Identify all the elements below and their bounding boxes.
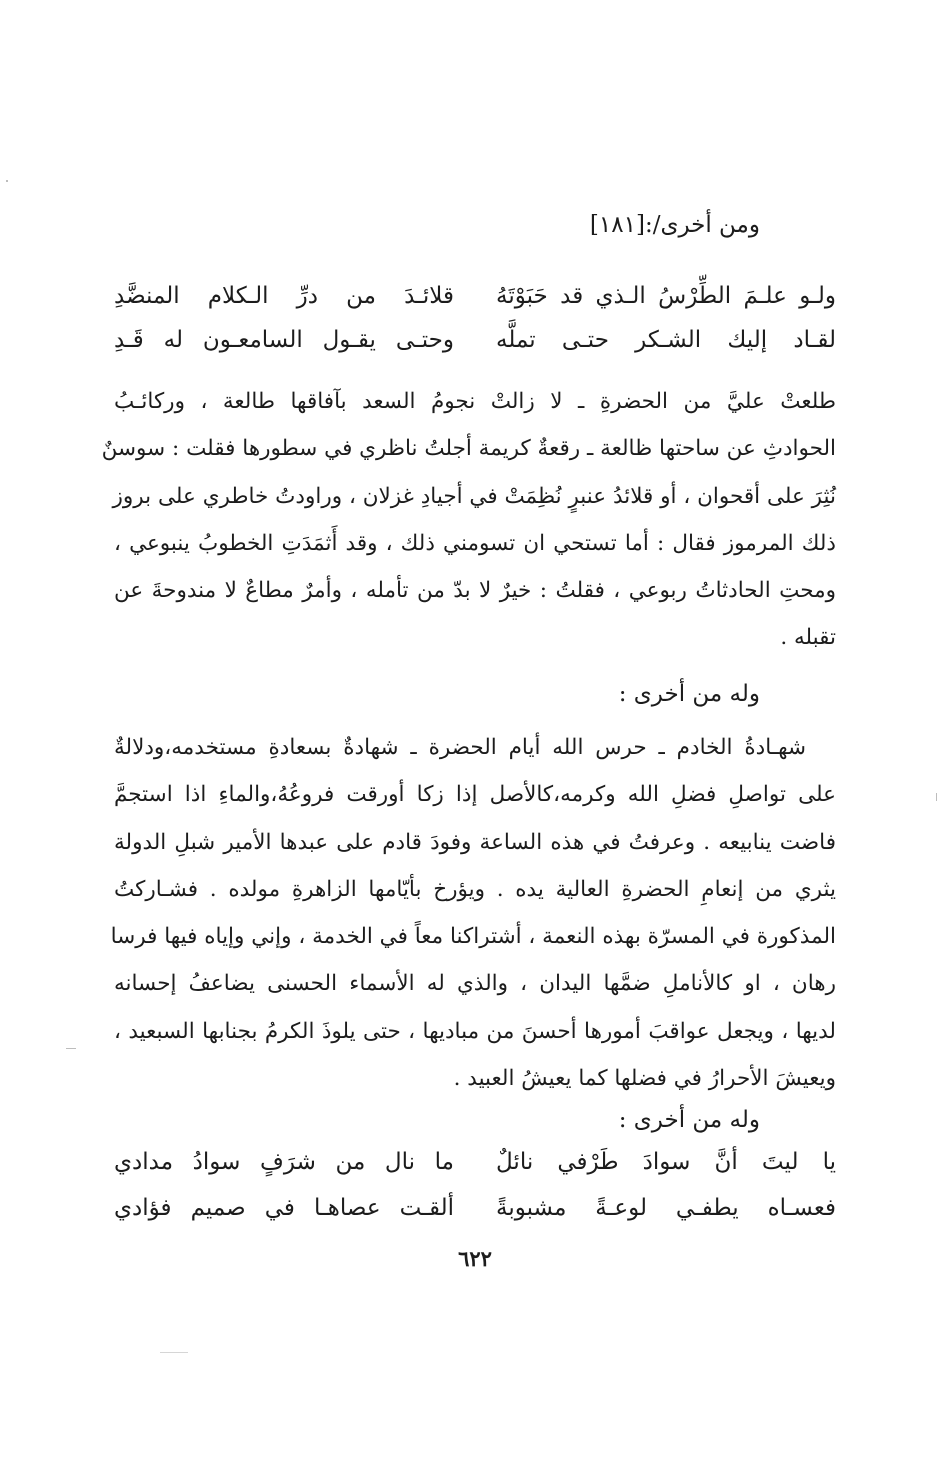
paragraph-line: نُثِرَ على أقحوان ، أو قلائدُ عنبرٍ نُظِمَتْ في أجيادِ غزلان ، وراودتُ خاطري على بروز	[112, 483, 836, 509]
verse-line-4	[114, 1188, 836, 1228]
verse-first-hemistich: يا ليتَ أنَّ سوادَ طَرْفي نائلٌ	[496, 1149, 836, 1175]
verse-second-hemistich: ما نال من شرَفٍ سوادُ مدادي	[114, 1149, 454, 1175]
paragraph-line: المذكورة في المسرّة بهذه النعمة ، أشتراكنا معاً في الخدمة ، وإني وإياه فيها فرسا	[110, 924, 836, 950]
paragraph-line: ويعيشَ الأحرارُ في فضلها كما يعيشُ العبيد .	[453, 1066, 836, 1092]
paragraph-line: يثري من إنعامِ الحضرةِ العالية يده . ويؤرخ بأيّامها الزاهرةِ مولده . فشـاركتُ	[114, 876, 836, 902]
paragraph-line: شهـادةُ الخادم ـ حرس الله أيام الحضرة ـ شهادةٌ بسعادةِ مستخدمه،ودلالةٌ	[114, 735, 806, 760]
verse-first-hemistich: فعسـاه يطفـي لوعـةً مشبوبةً	[496, 1195, 836, 1221]
paragraph-line: تقبله .	[780, 625, 836, 651]
scan-speck	[6, 180, 8, 182]
prose-paragraph-1	[101, 378, 836, 662]
paragraph-line: ذلك المرموز فقال : أما تستحي ان تسومني ذلك ، وقد أَثمَدَتِ الخطوبُ ينبوعي ،	[114, 530, 836, 556]
section-heading-2: وله من أخرى :	[618, 681, 760, 707]
scan-speck	[160, 1352, 188, 1353]
verse-line-1	[114, 276, 836, 316]
page-number: ٦٢٢	[458, 1246, 492, 1271]
paragraph-line: الحوادثِ عن ساحتها ظالعة ـ رقعةٌ كريمة أجلتُ ناظري في سطورها فقلت : سوسنٌ	[101, 436, 836, 462]
verse-second-hemistich: وحتـى يقـول السامعـون له قَـدِ	[114, 327, 454, 353]
paragraph-line: لديها ، ويجعل عواقبَ أمورها أحسنَ من مباديها ، حتى يلوذَ الكرمُ بجنابها السبعيد ،	[114, 1018, 836, 1044]
scan-speck	[936, 793, 937, 801]
verse-first-hemistich: لقـاد إليك الشـكر حتـى تملَّه	[496, 327, 836, 353]
paragraph-line: ومحتِ الحادثاتُ ربوعي ، فقلتُ : خيرٌ لا بدّ من تأمله ، وأمرٌ مطاعٌ لا مندوحةَ عن	[114, 578, 836, 604]
verse-first-hemistich: ولـو علـمَ الطِّرْسُ الـذي قد حَبَوْتَهُ	[496, 283, 836, 309]
section-heading-3: وله من أخرى :	[618, 1107, 760, 1133]
verse-line-3	[114, 1142, 836, 1182]
verse-line-2	[114, 320, 836, 360]
verse-second-hemistich: قلائـدَ من درِّ الـكلام المنضَّدِ	[114, 283, 454, 309]
section-heading-1: ومن أخرى/:[١٨١]	[589, 212, 760, 238]
paragraph-line: فاضت ينابيعه . وعرفتُ في هذه الساعة وفودَ قادم على عبدها الأمير شبلِ الدولة	[114, 829, 836, 855]
paragraph-line: رهان ، او كالأناملِ ضمَّها اليدان ، والذي له الأسماء الحسنى يضاعفُ إحسانه	[114, 971, 836, 997]
paragraph-line: طلعتْ عليَّ من الحضرةِ ـ لا زالتْ نجومُ السعد بآفاقها طالعة ، وركائـبُ	[114, 389, 836, 414]
paragraph-line: على تواصلِ فضلِ الله وكرمه،كالأصل إذا زكا أورقت فروعُهُ،والماءِ اذا استجمَّ	[114, 782, 836, 808]
scan-speck	[66, 1048, 76, 1049]
prose-paragraph-2	[110, 724, 836, 1102]
verse-second-hemistich: ألقـت عصاهـا في صميم فؤادي	[114, 1195, 454, 1221]
